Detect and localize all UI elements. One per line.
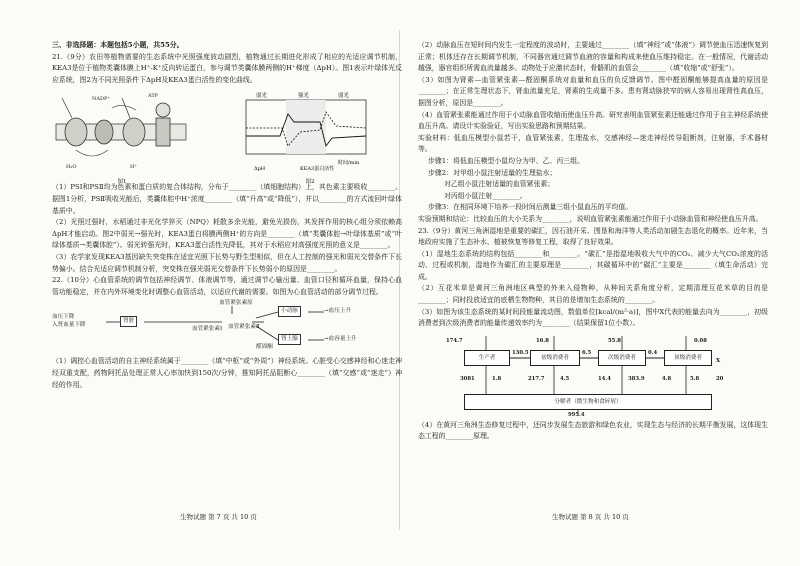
q23-part3: （3）如图为该生态系统的某时间段能量流动图，数值单位[kcal/(m²·a)]，图中X代表的能量去向为________，初级消费者到次级消费者的能量传递效率约为________（结果保留1位小数）。	[418, 307, 768, 328]
footer-page-7: 生物试题 第 7 页 共 10 页	[180, 513, 257, 521]
q22-part2: （2）动脉血压在短时间内发生一定程度的波动时，主要通过________（填“神经”或“体液”）调节使血压迅速恢复到正常；机体还存在长期调节机制，不同器官通过调节血液的容量和构成来使血压维持稳定。在一般情况，代谢活动越强，器官组织所需血流量越多。动物处于应激状态时，骨骼肌的血管会________（填“收缩”或“舒张”）。	[418, 41, 768, 73]
q22-materials: 实验材料：低血压模型小鼠若干，血管紧张素，生理盐水，交感神经—迷走神经传导阻断剂，注射器，手术器材等。	[418, 133, 768, 154]
flow-angiotensin-1: 血管紧张素Ⅰ	[192, 326, 223, 333]
val-3081: 3081	[460, 375, 475, 382]
flow-kidney-blood-down: 入肾血量下降	[52, 322, 86, 329]
val-16-8: 16.8	[536, 337, 549, 344]
label-weak-1: 弱光	[256, 93, 268, 100]
q23-intro: 23.（9分）黄河三角洲湿地是重要的碳汇，因石油开采、围垦和海洋等人类活动加剧生态退化的概率。近年来，当地政府实施了生态补水、植被恢复等修复工程，取得了良好效果。	[418, 226, 768, 247]
flow-bp-up: →血压上升	[324, 308, 352, 315]
q22-step2: 步骤2：对甲组小鼠注射适量的生理盐水；	[428, 168, 557, 177]
q23-part4: （4）在黄河三角洲生态修复过程中，还同步发展生态旅游和绿色农业，实现生态与经济的长期平衡发展，这体现生态工程的________原理。	[418, 420, 768, 441]
flow-aldosterone: 醛固酮	[256, 344, 273, 351]
q21-part2: （2）光照过强时，水稻通过非光化学猝灭（NPQ）耗散多余光能，避免光损伤，其发挥作用的核心组分须依赖高ΔpH才能启动。图2中弱光→强光时，KEA3蛋白将膜两侧H⁺的方向是________（填“类囊体腔→叶绿体基质”或“叶绿体基质→类囊体腔”）。弱光转强光时，KEA3蛋白活性先降低，其对于水稻应对高强度光照的意义是________。	[52, 218, 402, 250]
thylakoid-diagram	[52, 88, 192, 172]
val-0-08: 0.08	[694, 337, 707, 344]
figure-1-caption: 图1	[117, 178, 127, 185]
section-title: 三、非选择题：本题包括5小题，共55分。	[52, 41, 184, 49]
val-55-8: 55.8	[608, 337, 621, 344]
val-4-8: 4.8	[662, 375, 672, 382]
q22-step3: 步骤3：在相同环境下培养一段时间后测量三组小鼠血压的平均值。	[428, 203, 633, 212]
q21-figures	[52, 88, 402, 185]
val-4-5: 4.5	[560, 375, 570, 382]
box-top-consumer: 顶级消费者	[664, 350, 712, 366]
q22-step1: 步骤1：将低血压模型小鼠均分为甲、乙、丙三组。	[428, 156, 584, 165]
svg-text:NADP⁺: NADP⁺	[92, 96, 110, 103]
raas-flowchart	[52, 300, 402, 354]
box-primary-consumer: 初级消费者	[530, 350, 580, 366]
figure-1-photosystem	[52, 88, 192, 185]
q22-predict: 实验预期和结论：比较血压的大小关系为________，说明血管紧张素能通过作用于小动脉血管和神经使血压升高。	[418, 214, 763, 223]
val-x: X	[716, 357, 721, 364]
val-0-4: 0.4	[648, 349, 658, 356]
q22-part1: （1）调控心血管活动的自主神经系统属于________（填“中枢”或“外周”）神经系统。心脏受心交感神经和心迷走神经双重支配，药物阿托品处理正常人心率加快到150次/分钟，推知阿托品阻断心________（填“交感”或“迷走”）神经的作用。	[52, 357, 402, 389]
box-secondary-consumer: 次级消费者	[598, 350, 646, 366]
val-130-5: 130.5	[512, 349, 529, 356]
figure-2-caption: 图2	[305, 178, 315, 185]
q22-step2b: 对乙组小鼠注射适量的血管紧张素；	[444, 180, 555, 189]
dph-kea3-curves	[220, 88, 400, 172]
flow-adrenal: 肾上腺	[278, 334, 301, 345]
q21-part3: （3）农学家发现KEA3基因缺失突变株在适宜光照下长势与野生型相似，但在人工控制的强光和弱光交替条件下长势偏小。结合光适应调节机制分析，突变株在强光弱光交替条件下长势弱小的原因是________。	[52, 252, 402, 273]
svg-text:H⁺: H⁺	[130, 164, 137, 171]
left-column	[52, 40, 402, 391]
svg-text:ATP: ATP	[148, 93, 159, 100]
val-1-8: 1.8	[492, 375, 502, 382]
flow-arteriole: 小动脉	[278, 306, 301, 317]
energy-flow-diagram	[418, 332, 768, 418]
flow-bp-down: 血压下降	[52, 314, 75, 321]
label-strong: 强光	[298, 93, 310, 100]
val-20: 20	[716, 375, 724, 382]
q21-intro: 21.（9分）农田等植物需要的生态系统中光照强度波动剧烈，植物通过长期进化形成了相应的光适应调节机制，KEA3是位于植物类囊体膜上H⁺-K⁺反向转运蛋白，参与调节类囊体膜两侧的H⁺梯度（ΔpH）。图1表示叶绿体光反应系统，图2为不同光照条件下ΔpH及KEA3蛋白活性的变化曲线。	[52, 52, 402, 84]
svg-text:H₂O: H₂O	[66, 164, 77, 171]
val-14-4: 14.4	[598, 375, 611, 382]
flow-kidney: 肾脏	[120, 316, 137, 327]
q22-intro: 22.（10分）心血管系统的调节包括神经调节、体液调节等，通过调节心输出量、血管口径和循环血量，保持心血管功能稳定，并在内外环境变化时调整心血管活动，以适应代谢的需要。如图为心血管活动的部分调节过程。	[52, 276, 402, 296]
flow-angiotensinogen: 血管紧张素原	[219, 300, 253, 307]
q23-part2: （2）互花米草是黄河三角洲地区典型的外来入侵物种，从种间关系角度分析，定期清理互花米草的目的是________；同时投放适宜的底栖生物物种，其目的是增加生态系统的________。	[418, 284, 768, 305]
box-decomposer: 分解者（微生物和食碎屑）	[464, 394, 712, 410]
q22-part3: （3）如图为肾素—血管紧张素—醛固酮系统对血量和血压的负反馈调节。图中醛固酮能够提高血量的原因是________；在正常生理状态下，肾血流量充足，肾素的生成量不多。患有肾动脉狭窄的病人容易出现肾性高血压，据图分析，原因是________。	[418, 75, 768, 107]
q22-step2c: 对丙组小鼠注射________。	[444, 191, 527, 200]
right-column	[418, 40, 768, 443]
legend-kea3: KEA3蛋白活性	[300, 166, 335, 173]
val-174-7: 174.7	[446, 337, 463, 344]
figure-2-chart	[220, 88, 400, 185]
q22-part4: （4）血管紧张素能通过作用于小动脉血管收缩而使血压升高。研究表明血管紧张素还能通过作用于自主神经系统使血压升高。请设计实验验证，写出实验思路和预期结果。	[418, 110, 768, 131]
val-6-5: 6.5	[582, 349, 592, 356]
val-995-4: 995.4	[568, 411, 585, 418]
footer-page-8: 生物试题 第 8 页 共 10 页	[552, 513, 629, 521]
val-383-9: 383.9	[628, 375, 645, 382]
val-217-7: 217.7	[528, 375, 545, 382]
label-weak-2: 弱光	[338, 93, 350, 100]
q21-part1: （1）PSⅠ和PSⅡ均为色素和蛋白质的复合体结构，分布于________（填细胞结构）上，其色素主要吸收________。据图1分析，PSⅡ吸收光能后，类囊体腔中H⁺浓度________（填“升高”或“降低”），并以________的方式流回叶绿体基质中。	[52, 183, 402, 215]
flow-angiotensin-2: 血管紧张素Ⅱ	[228, 324, 260, 331]
box-producer: 生产者	[464, 350, 510, 366]
val-5-8: 5.8	[690, 375, 700, 382]
xaxis-label: 时间/min	[338, 160, 360, 167]
q23-part1: （1）湿地生态系统的结构包括________和________。“碳汇”是指湿地吸收大气中的CO₂、减少大气CO₂浓度的活动、过程或机制，湿地作为碳汇的主要原理是________，其碳循环中的“碳汇”主要是________（填生命活动）完成。	[418, 249, 768, 281]
legend-dph: ΔpH	[254, 166, 266, 173]
flow-volume-up: →血容量上升	[324, 336, 357, 343]
